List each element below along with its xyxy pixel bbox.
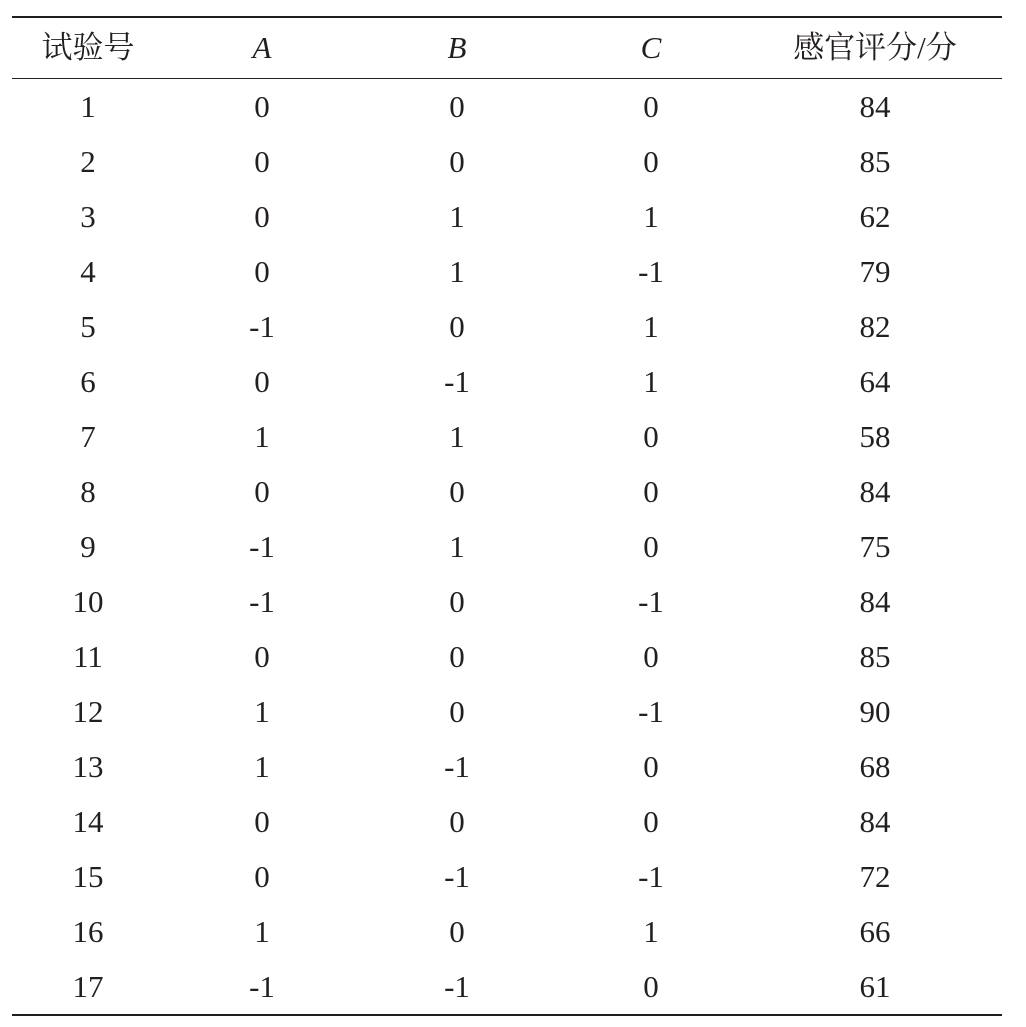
cell-factor-c: 0	[643, 969, 659, 1004]
cell-sensory-score: 85	[859, 144, 891, 179]
cell-sensory-score: 84	[859, 474, 891, 509]
cell-sensory-score: 84	[859, 804, 891, 839]
cell-factor-a: 0	[254, 364, 270, 399]
cell-trial-number: 1	[80, 89, 96, 124]
table-row	[12, 794, 1002, 849]
cell-factor-b: 0	[449, 474, 465, 509]
cell-trial-number: 5	[80, 309, 96, 344]
table-row	[12, 519, 1002, 574]
cell-factor-b: 0	[449, 89, 465, 124]
experiment-results-table	[12, 16, 1002, 1016]
table-body	[12, 79, 1002, 1016]
experiment-table-container	[12, 16, 1002, 1011]
cell-factor-c: 1	[643, 914, 659, 949]
cell-factor-a: 0	[254, 144, 270, 179]
cell-trial-number: 16	[72, 914, 104, 949]
cell-sensory-score: 82	[859, 309, 891, 344]
cell-factor-b: 0	[449, 804, 465, 839]
cell-sensory-score: 84	[859, 584, 891, 619]
cell-trial-number: 11	[73, 639, 103, 674]
table-row	[12, 244, 1002, 299]
cell-factor-a: 0	[254, 474, 270, 509]
cell-factor-b: -1	[444, 969, 470, 1004]
cell-trial-number: 15	[72, 859, 104, 894]
cell-sensory-score: 68	[859, 749, 891, 784]
cell-factor-c: 0	[643, 639, 659, 674]
cell-sensory-score: 79	[859, 254, 891, 289]
cell-sensory-score: 75	[859, 529, 891, 564]
cell-trial-number: 14	[72, 804, 104, 839]
cell-factor-a: 1	[254, 419, 270, 454]
table-row	[12, 959, 1002, 1015]
cell-trial-number: 8	[80, 474, 96, 509]
cell-factor-a: 1	[254, 694, 270, 729]
cell-factor-b: 0	[449, 309, 465, 344]
header-factor-c: C	[640, 30, 662, 65]
table-row	[12, 79, 1002, 135]
cell-factor-c: 0	[643, 804, 659, 839]
table-row	[12, 904, 1002, 959]
cell-factor-c: 0	[643, 144, 659, 179]
table-header	[12, 17, 1002, 79]
cell-sensory-score: 85	[859, 639, 891, 674]
cell-trial-number: 9	[80, 529, 96, 564]
cell-factor-c: 0	[643, 419, 659, 454]
cell-factor-a: 0	[254, 639, 270, 674]
table-row	[12, 739, 1002, 794]
cell-sensory-score: 90	[859, 694, 891, 729]
cell-factor-a: -1	[249, 529, 275, 564]
cell-factor-b: -1	[444, 859, 470, 894]
cell-sensory-score: 61	[859, 969, 891, 1004]
cell-factor-a: 0	[254, 804, 270, 839]
cell-sensory-score: 72	[859, 859, 891, 894]
table-row	[12, 134, 1002, 189]
cell-trial-number: 7	[80, 419, 96, 454]
cell-factor-c: -1	[638, 694, 664, 729]
cell-factor-c: -1	[638, 254, 664, 289]
cell-factor-a: 0	[254, 89, 270, 124]
cell-trial-number: 10	[72, 584, 104, 619]
cell-sensory-score: 84	[859, 89, 891, 124]
cell-trial-number: 12	[72, 694, 104, 729]
header-trial-number: 试验号	[41, 30, 135, 65]
cell-factor-a: -1	[249, 969, 275, 1004]
cell-sensory-score: 58	[859, 419, 891, 454]
cell-factor-b: 0	[449, 144, 465, 179]
header-sensory-score: 感官评分/分	[793, 30, 957, 65]
cell-factor-a: 0	[254, 254, 270, 289]
table-row	[12, 574, 1002, 629]
cell-factor-b: 1	[449, 529, 465, 564]
cell-factor-c: 0	[643, 749, 659, 784]
table-row	[12, 629, 1002, 684]
cell-factor-c: 0	[643, 474, 659, 509]
cell-trial-number: 6	[80, 364, 96, 399]
header-factor-a: A	[252, 30, 272, 65]
cell-sensory-score: 66	[859, 914, 891, 949]
cell-factor-b: -1	[444, 364, 470, 399]
cell-factor-b: 1	[449, 199, 465, 234]
table-row	[12, 849, 1002, 904]
cell-factor-b: 1	[449, 419, 465, 454]
cell-factor-b: 0	[449, 694, 465, 729]
cell-factor-c: -1	[638, 859, 664, 894]
cell-trial-number: 4	[80, 254, 96, 289]
cell-sensory-score: 62	[859, 199, 891, 234]
cell-factor-c: 0	[643, 89, 659, 124]
cell-trial-number: 3	[80, 199, 96, 234]
table-row	[12, 189, 1002, 244]
cell-trial-number: 13	[72, 749, 104, 784]
cell-sensory-score: 64	[859, 364, 891, 399]
cell-factor-c: 1	[643, 309, 659, 344]
cell-factor-b: 1	[449, 254, 465, 289]
cell-trial-number: 2	[80, 144, 96, 179]
cell-factor-b: 0	[449, 584, 465, 619]
header-factor-b: B	[447, 30, 467, 65]
cell-factor-a: 1	[254, 914, 270, 949]
cell-factor-c: -1	[638, 584, 664, 619]
table-row	[12, 464, 1002, 519]
cell-factor-c: 1	[643, 199, 659, 234]
cell-factor-a: 1	[254, 749, 270, 784]
table-row	[12, 354, 1002, 409]
cell-trial-number: 17	[72, 969, 104, 1004]
cell-factor-b: 0	[449, 914, 465, 949]
cell-factor-b: -1	[444, 749, 470, 784]
cell-factor-c: 0	[643, 529, 659, 564]
table-row	[12, 409, 1002, 464]
header-row	[12, 17, 1002, 79]
table-row	[12, 684, 1002, 739]
cell-factor-c: 1	[643, 364, 659, 399]
cell-factor-a: -1	[249, 309, 275, 344]
table-row	[12, 299, 1002, 354]
cell-factor-a: 0	[254, 859, 270, 894]
cell-factor-a: 0	[254, 199, 270, 234]
cell-factor-a: -1	[249, 584, 275, 619]
cell-factor-b: 0	[449, 639, 465, 674]
